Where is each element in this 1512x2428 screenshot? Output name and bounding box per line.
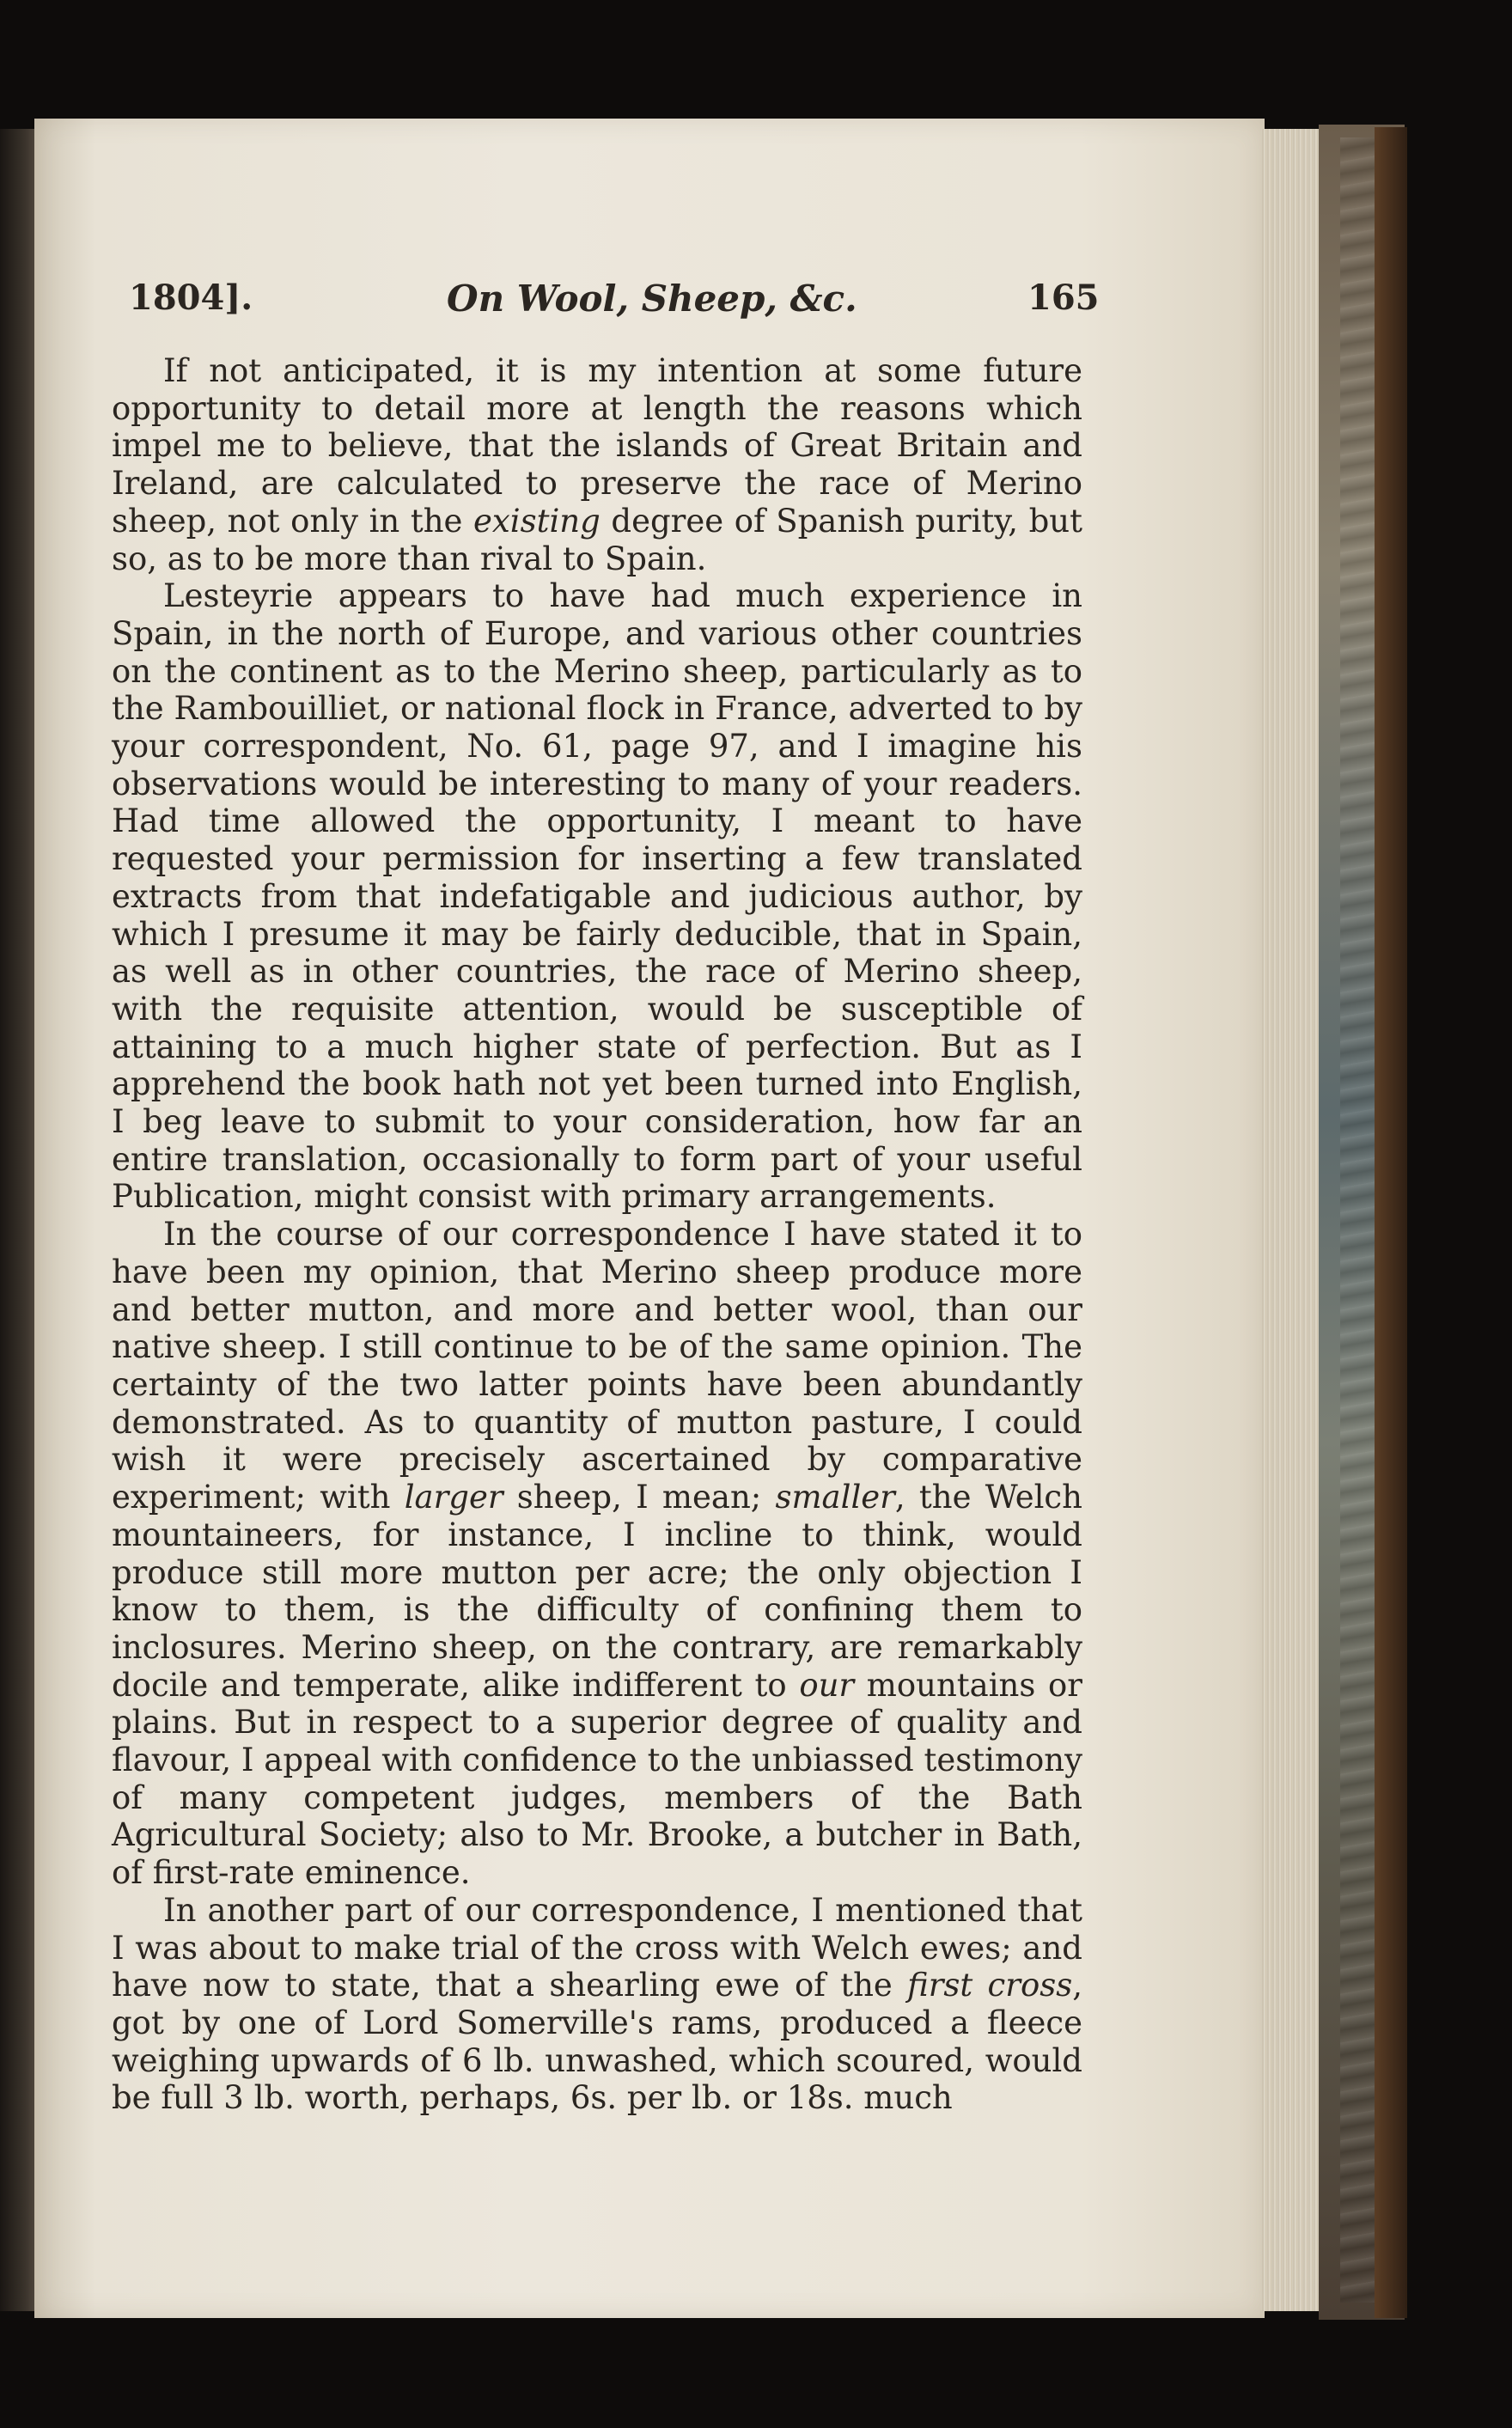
paragraph-3: In the course of our correspondence I have stated it to have been my opinion, that Merino sheep produce more and better mutton, and more and better wool, than our native sheep. I still continue to be of the same opinion. The certainty of the two latter points have been abundantly demonstrated. As to quantity of mutton pasture, I could wish it were precisely ascertained by comparative experiment; with larger sheep, I mean; smaller, the Welch mountaineers, for instance, I incline to think, would produce still more mutton per acre; the only objection I know to them, is the difficulty of confining them to inclosures. Merino sheep, on the contrary, are remarkably docile and temperate, alike indifferent to our mountains or plains. But in respect to a superior degree of quality and flavour, I appeal with confidence to the unbiassed testimony of many competent judges, members of the Bath Agricultural Society; also to Mr. Brooke, a butcher in Bath, of first-rate eminence. (112, 1216, 1082, 1892)
running-head-title: On Wool, Sheep, &c. (447, 278, 857, 320)
paragraph-4: In another part of our correspondence, I mentioned that I was about to make trial of the cross with Welch ewes; and have now to state, that a shearling ewe of the first cross, got by one of Lord Somerville's rams, produced a fleece weighing upwards of 6 lb. unwashed, which scoured, would be full 3 lb. worth, perhaps, 6s. per lb. or 18s. much (112, 1891, 1082, 2117)
page-edges (1261, 129, 1321, 2311)
leather-binding (1375, 127, 1407, 2318)
running-head-year: 1804]. (129, 278, 253, 318)
paragraph-1: If not anticipated, it is my intention at some future opportunity to detail more at length the reasons which impel me to believe, that the islands of Great Britain and Ireland, are calculated to preserve the race of Merino sheep, not only in the existing degree of Spanish purity, but so, as to be more than rival to Spain. (112, 352, 1082, 577)
body-text (112, 352, 1082, 2117)
paragraph-2: Lesteyrie appears to have had much experience in Spain, in the north of Europe, and various other countries on the continent as to the Merino sheep, particularly as to the Rambouilliet, or national flock in France, adverted to by your correspondent, No. 61, page 97, and I imagine his observations would be interesting to many of your readers. Had time allowed the opportunity, I meant to have requested your permission for inserting a few translated extracts from that indefatigable and judicious author, by which I presume it may be fairly deducible, that in Spain, as well as in other countries, the race of Merino sheep, with the requisite attention, would be susceptible of attaining to a much higher state of perfection. But as I apprehend the book hath not yet been turned into English, I beg leave to submit to your consideration, how far an entire translation, occasionally to form part of your useful Publication, might consist with primary arrangements. (112, 577, 1082, 1216)
page-number: 165 (1027, 278, 1100, 318)
